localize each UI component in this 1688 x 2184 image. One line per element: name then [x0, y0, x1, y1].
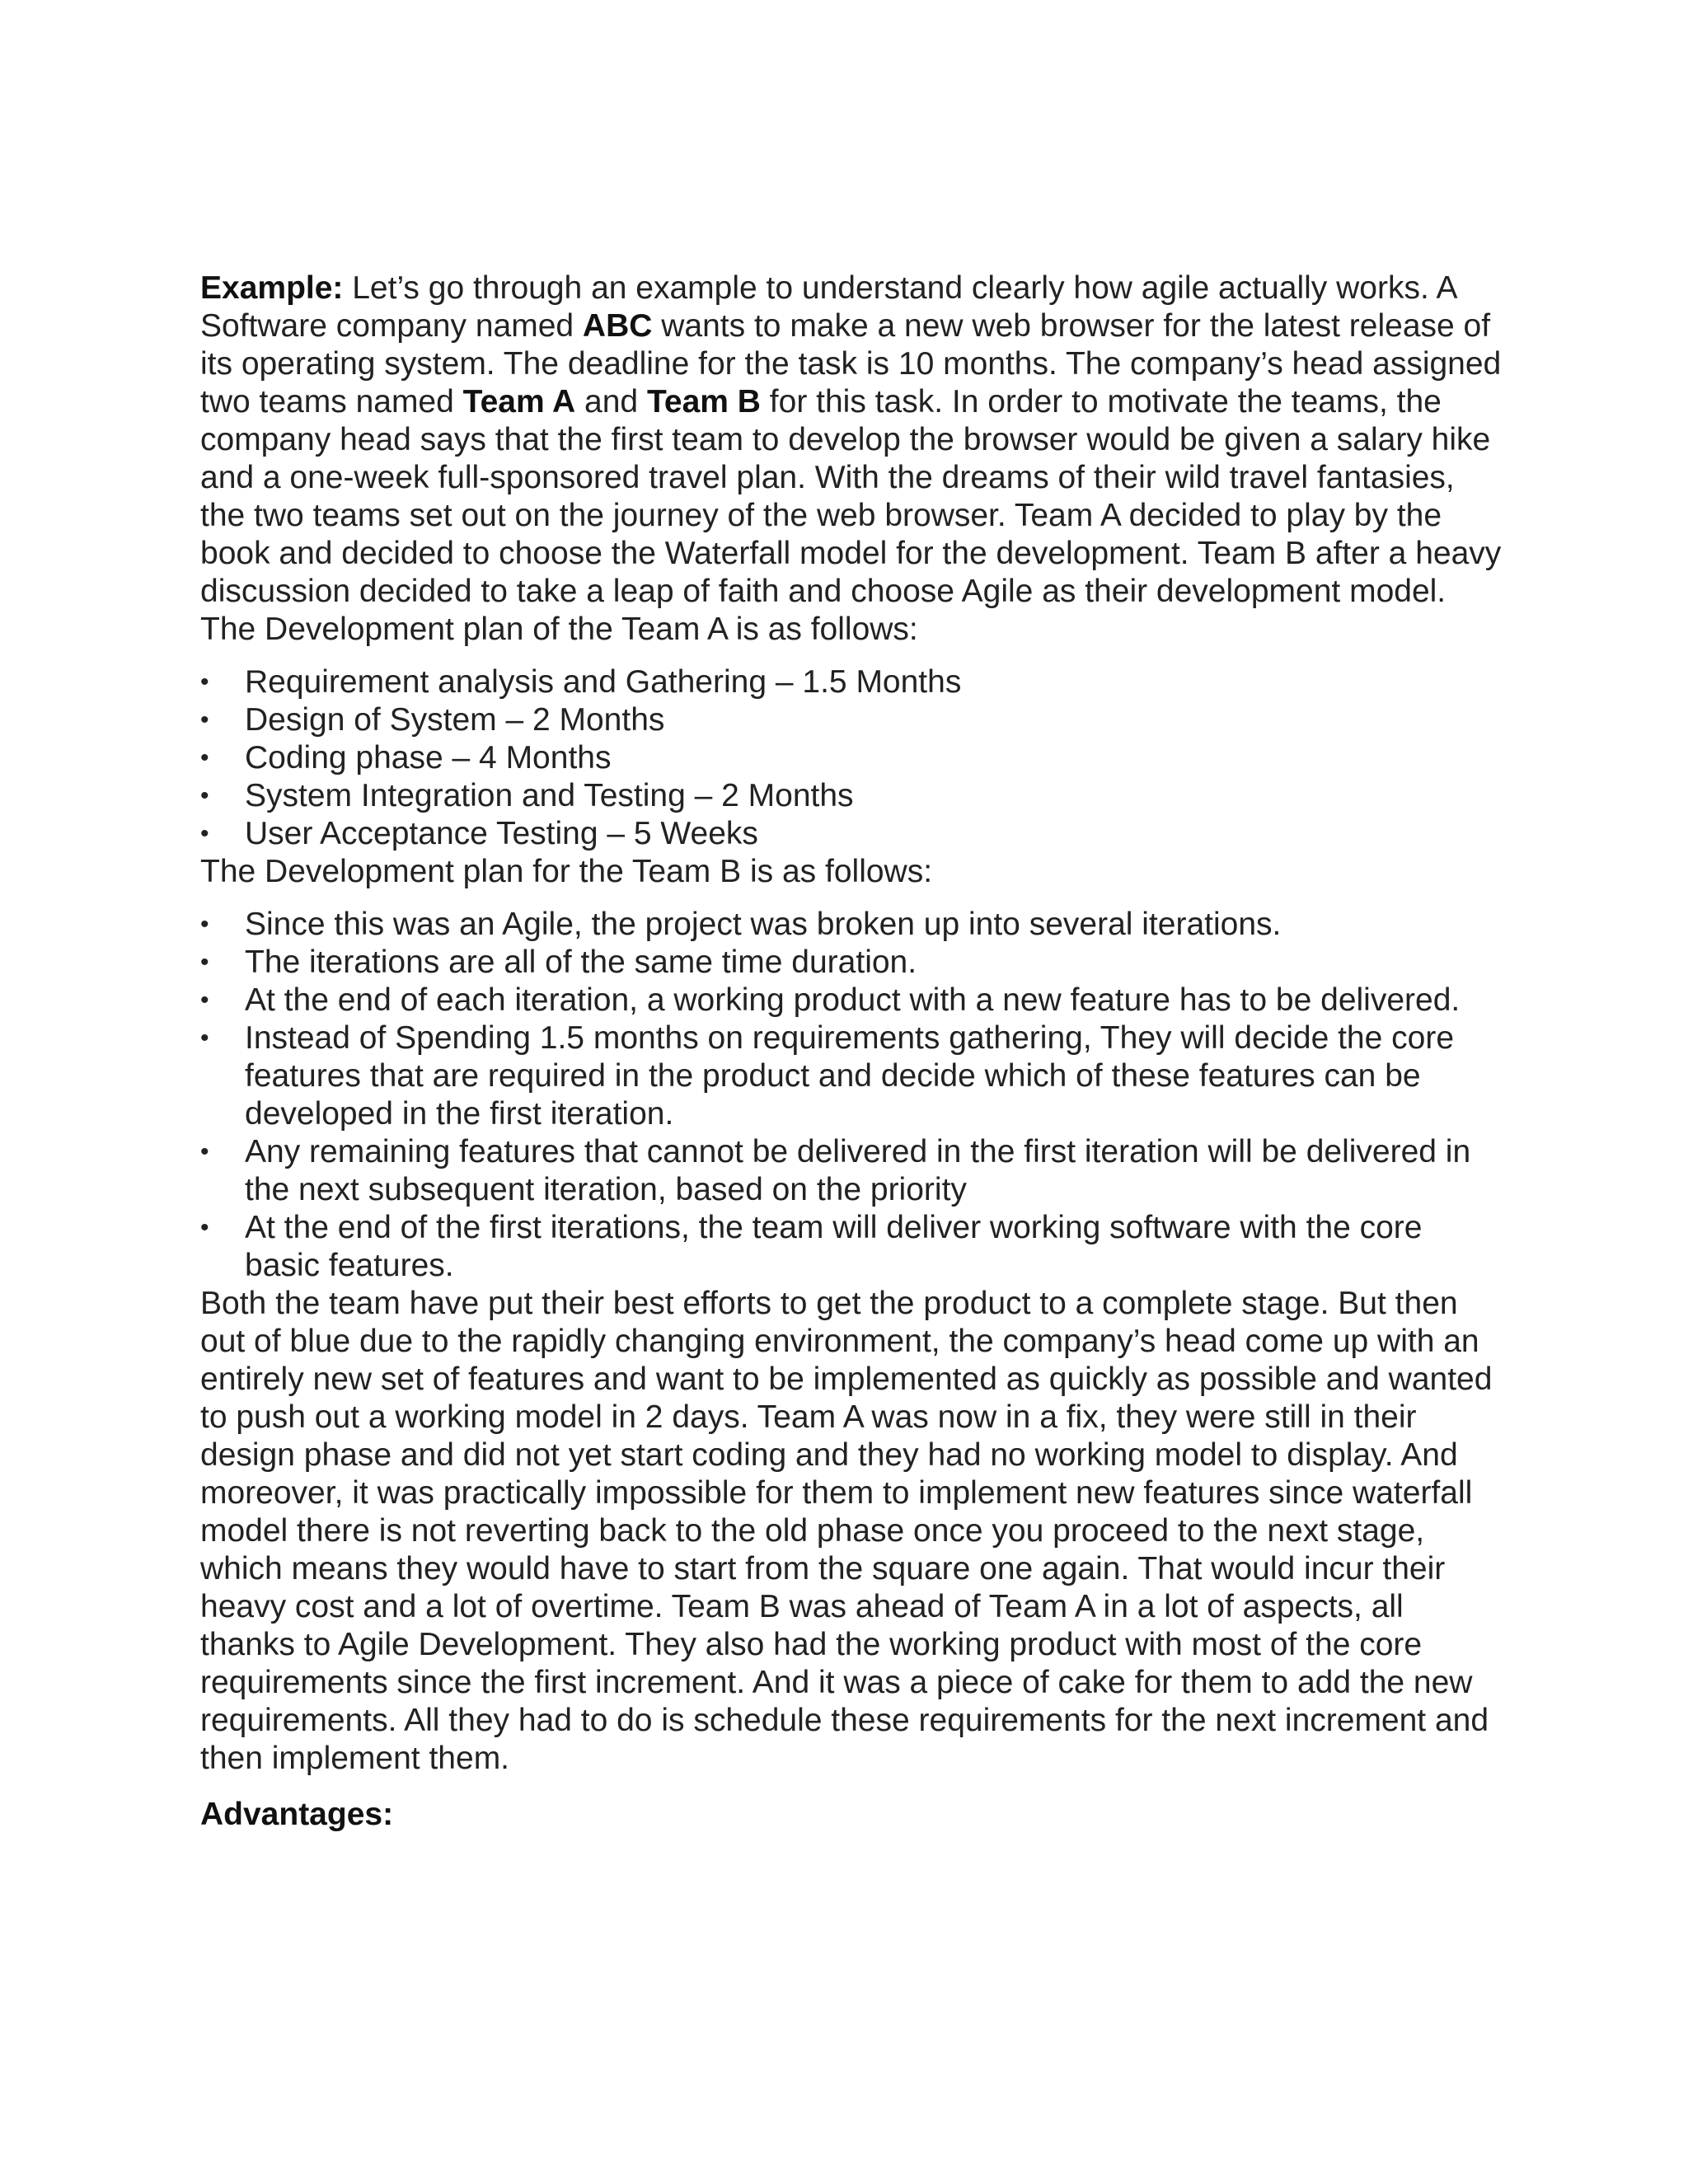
document-body — [200, 269, 1503, 1834]
list-item: • User Acceptance Testing – 5 Weeks — [200, 815, 1503, 853]
list-item: • At the end of the first iterations, the team will deliver working software with the core basic features. — [200, 1209, 1503, 1285]
list-item: • Any remaining features that cannot be delivered in the first iteration will be delivered in the next subsequent iteration, based on the priority — [200, 1133, 1503, 1209]
list-item: • Instead of Spending 1.5 months on requirements gathering, They will decide the core features that are required in the product and decide which of these features can be developed in the first iteration. — [200, 1019, 1503, 1133]
example-label: Example: — [200, 270, 344, 306]
plan-a-list — [200, 663, 1503, 853]
example-text-3: and — [575, 384, 647, 419]
team-a-name: Team A — [462, 384, 576, 419]
list-item: • System Integration and Testing – 2 Months — [200, 777, 1503, 815]
company-name: ABC — [582, 308, 653, 344]
plan-b-list — [200, 906, 1503, 1285]
advantages-heading: Advantages: — [200, 1797, 394, 1832]
team-b-name: Team B — [646, 384, 761, 419]
example-text-1: Let’s go through an example to understand clearly how agile actually works. A Software company named — [200, 270, 1456, 344]
list-item: • At the end of each iteration, a working product with a new feature has to be delivered. — [200, 982, 1503, 1019]
plan-a-intro: The Development plan of the Team A is as follows: — [200, 612, 918, 647]
example-paragraph — [200, 269, 1503, 611]
outcome-paragraph: Both the team have put their best efforts to get the product to a complete stage. But then out of blue due to the rapidly changing environment, the company’s head come up with an entirely new set of features and want to be implemented as quickly as possible and wanted to push out a working model in 2 days. Team A was now in a fix, they were still in their design phase and did not yet start coding and they had no working model to display. And moreover, it was practically impossible for them to implement new features since waterfall model there is not reverting back to the old phase once you proceed to the next stage, which means they would have to start from the square one again. That would incur their heavy cost and a lot of overtime. Team B was ahead of Team A in a lot of aspects, all thanks to Agile Development. They also had the working product with most of the core requirements since the first increment. And it was a piece of cake for them to add the new requirements. All they had to do is schedule these requirements for the next increment and then implement them. — [200, 1286, 1493, 1776]
list-item: • The iterations are all of the same time duration. — [200, 944, 1503, 982]
example-text-2: wants to make a new web browser for the latest release of its operating system. The deadline for the task is 10 months. The company’s head assigned two teams named — [200, 308, 1502, 419]
list-item: • Coding phase – 4 Months — [200, 739, 1503, 777]
example-text-4: for this task. In order to motivate the teams, the company head says that the first team to develop the browser would be given a salary hike and a one-week full-sponsored travel plan. With the dreams of their wild travel fantasies, the two teams set out on the journey of the web browser. Team A decided to play by the book and decided to choose the Waterfall model for the development. Team B after a heavy discussion decided to take a leap of faith and choose Agile as their development model. — [200, 384, 1502, 609]
plan-b-intro: The Development plan for the Team B is as follows: — [200, 854, 933, 889]
list-item: • Since this was an Agile, the project was broken up into several iterations. — [200, 906, 1503, 944]
list-item: • Requirement analysis and Gathering – 1.5 Months — [200, 663, 1503, 701]
list-item: • Design of System – 2 Months — [200, 701, 1503, 739]
